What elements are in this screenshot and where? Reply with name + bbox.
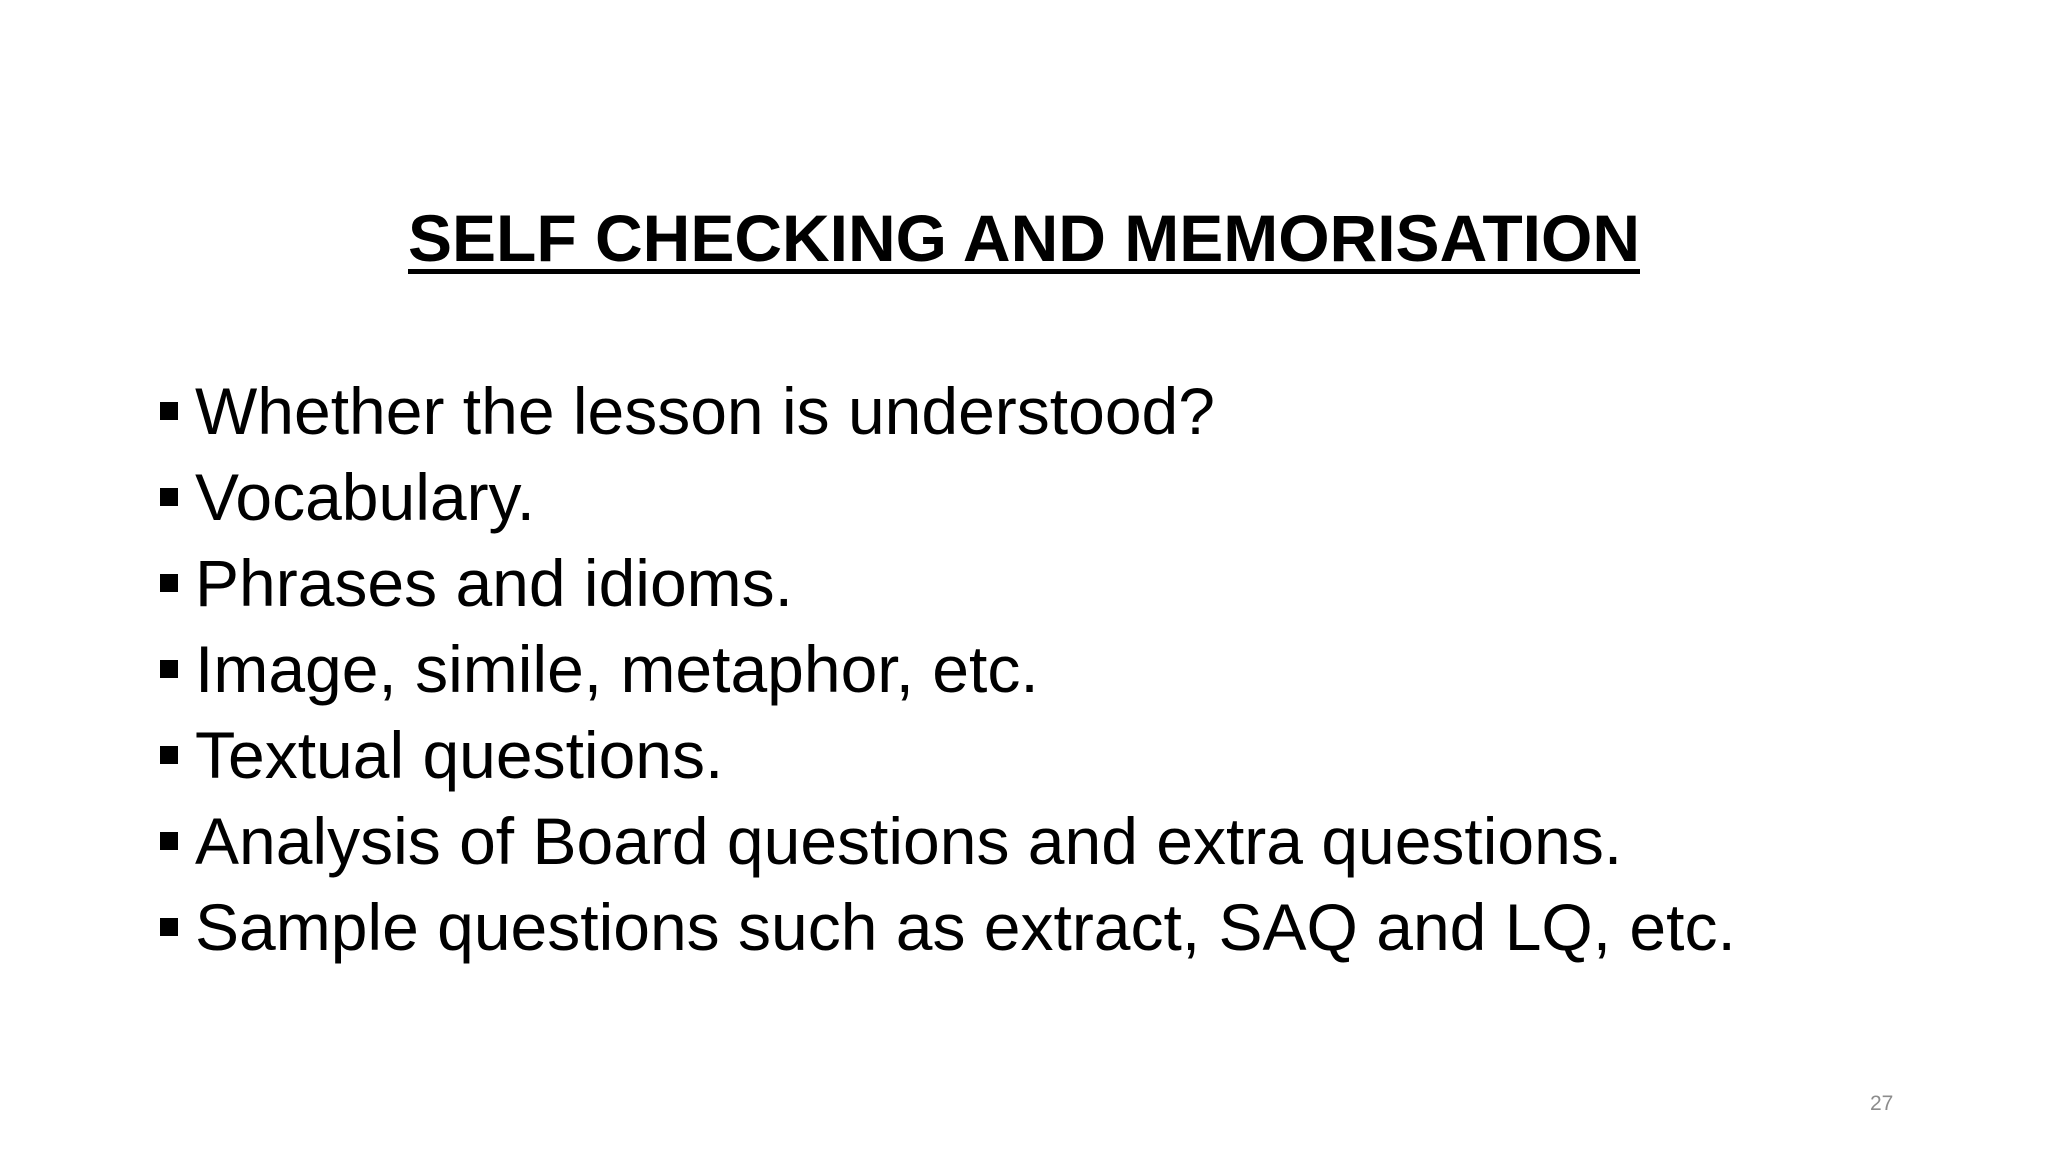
- list-item: [160, 626, 1736, 712]
- slide-title: [0, 196, 2048, 280]
- square-bullet-icon: [160, 832, 178, 850]
- list-item: [160, 798, 1736, 884]
- list-item-text: Image, simile, metaphor, etc.: [195, 632, 1039, 706]
- list-item-text: Textual questions.: [195, 718, 724, 792]
- list-item: [160, 712, 1736, 798]
- square-bullet-icon: [160, 918, 178, 936]
- square-bullet-icon: [160, 402, 178, 420]
- list-item: [160, 454, 1736, 540]
- page-number: 27: [1870, 1092, 1894, 1115]
- square-bullet-icon: [160, 746, 178, 764]
- list-item-text: Whether the lesson is understood?: [195, 374, 1215, 448]
- list-item-text: Analysis of Board questions and extra questions.: [195, 804, 1623, 878]
- bullet-list: [160, 368, 1736, 970]
- square-bullet-icon: [160, 574, 178, 592]
- list-item: [160, 884, 1736, 970]
- list-item-text: Phrases and idioms.: [195, 546, 793, 620]
- square-bullet-icon: [160, 488, 178, 506]
- slide-title-text: SELF CHECKING AND MEMORISATION: [408, 201, 1640, 275]
- square-bullet-icon: [160, 660, 178, 678]
- list-item-text: Vocabulary.: [195, 460, 535, 534]
- list-item-text: Sample questions such as extract, SAQ and LQ, etc.: [195, 890, 1736, 964]
- list-item: [160, 368, 1736, 454]
- list-item: [160, 540, 1736, 626]
